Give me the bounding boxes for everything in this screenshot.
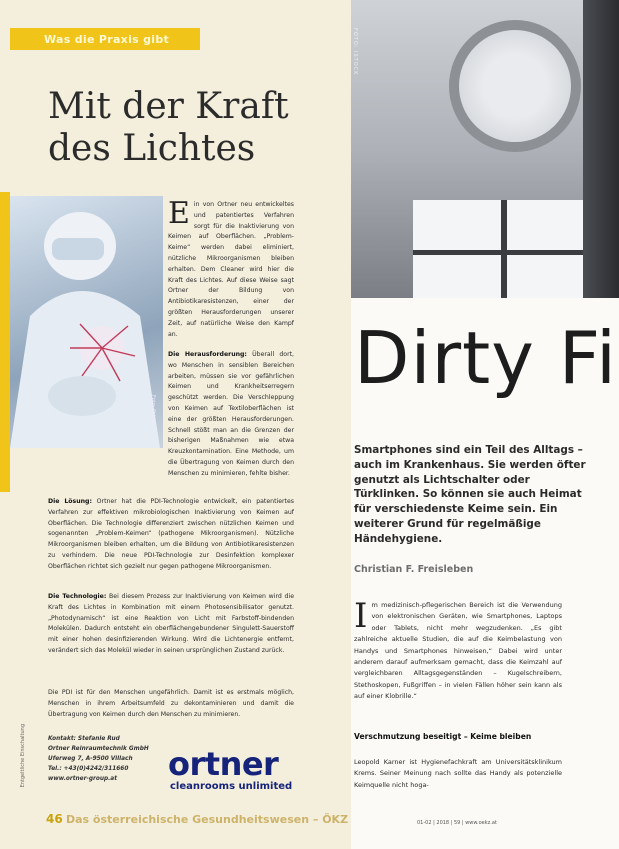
solution-text: Ortner hat die PDI-Technologie entwickelt, ein patentiertes Verfahren zur effektiven mikrobiologischen Inaktivierung von Keimen auf Oberflächen. Die Technologie differenziert zwischen nützlichen Keimen und sogenannten „Problem-Keimen“ (pathogene Mikroorganismen). Nützliche Mikroorganismen bleiben erhalten, um die Bildung von Antibiotikaresistenzen zu verhindern. Die neue PDI-Technologie zur Desinfektion komplexer Oberflächen richtet sich gezielt nur gegen pathogene Mikroorganismen. bbox=[48, 498, 295, 570]
ortner-logo: ortner bbox=[168, 745, 279, 783]
closing-text: Die PDI ist für den Menschen ungefährlich. Damit ist es erstmals möglich, Menschen in ihrem Arbeitsumfeld zu dekontaminieren und damit die Übertragung von Keimen durch den Menschen zu minimieren. bbox=[48, 689, 294, 718]
challenge-paragraph bbox=[168, 350, 294, 480]
headline bbox=[48, 86, 338, 170]
right-photo-credit: FOTO: ISTOCK bbox=[352, 28, 358, 76]
headline-line-2: des Lichtes bbox=[48, 128, 256, 169]
photo-credit: Foto: Ortner bbox=[150, 395, 156, 426]
dropcap: E bbox=[168, 196, 190, 231]
right-footer: 01-02 | 2018 | 59 | www.oekz.at bbox=[417, 820, 497, 826]
window-mullion bbox=[501, 200, 507, 298]
contact-block bbox=[48, 734, 158, 784]
article-author: Christian F. Freisleben bbox=[354, 564, 474, 575]
article-subhead: Verschmutzung beseitigt – Keime bleiben bbox=[354, 732, 532, 741]
solution-paragraph bbox=[48, 497, 294, 573]
section-label: Was die Praxis gibt bbox=[44, 33, 170, 46]
article-dropcap: I bbox=[354, 596, 368, 636]
cleanroom-worker-illustration bbox=[10, 196, 163, 448]
challenge-text: Überall dort, wo Menschen in sensiblen Bereichen arbeiten, müssen sie vor gefährlichen Keimen und Krankheitserregern geschützt werden. Die Verschleppung von Keimen auf Textiloberflächen ist eine der größten Herausforderungen. Schnell stößt man an die Grenzen der bisherigen Maßnahmen wie etwa Kreuzkontamination. Eine Methode, um die Übertragung von Keimen durch den Menschen zu minimieren, fehlte bisher. bbox=[168, 351, 295, 477]
article-body-2: Leopold Karner ist Hygienefachkraft am Universitätsklinikum Krems. Seiner Meinung nach sollte das Handy als potenzielle Keimquelle nicht hoga- bbox=[354, 758, 562, 789]
challenge-heading: Die Herausforderung: bbox=[168, 351, 247, 358]
ortner-logo-tagline: cleanrooms unlimited bbox=[170, 781, 293, 792]
intro-paragraph bbox=[168, 196, 294, 340]
technology-heading: Die Technologie: bbox=[48, 593, 107, 600]
page-number: 46 bbox=[46, 812, 63, 826]
right-page bbox=[351, 0, 619, 849]
technology-text: Bei diesem Prozess zur Inaktivierung von Keimen wird die Kraft des Lichtes in Kombination mit einem Photosensibilisator genutzt. „Photodynamisch“ ist eine Reaktion von Licht mit Farbstoff-bindenden Molekülen. Dadurch entsteht ein oberflächengebundener Singulett-Sauerstoff mit einer hohen desinfizierenden Wirkung. Wird die Lichtenergie entfernt, verändert sich das Molekül wieder in seinen ursprünglichen Zustand zurück. bbox=[48, 593, 295, 654]
article-body-text: m medizinisch-pflegerischen Bereich ist die Verwendung von elektronischen Geräten, wie Smartphones, Laptops oder Tablets, nicht mehr wegzudenken. „Es gibt zahlreiche aktuelle Studien, die auf die Keimbelastung von Handys und Smartphones hinweisen,“ Dabei wird unter anderem darauf aufmerksam gemacht, dass die Keimzahl auf vergleichbaren Alltagsgegenständen – Kugelschreibern, Stethoskopen, Fußgriffen – in vielen Fällen höher sein kann als auf einer Klobrille.“ bbox=[354, 601, 562, 701]
contact-phone: Tel.: +43(0)4242/311660 bbox=[48, 766, 129, 772]
article-body bbox=[354, 596, 562, 703]
cleanroom-photo bbox=[10, 196, 163, 448]
footer-title: Das österreichische Gesundheitswesen – ÖKZ bbox=[66, 813, 349, 826]
yellow-accent-band bbox=[0, 192, 10, 492]
contact-web: www.ortner-group.at bbox=[48, 776, 117, 782]
closing-paragraph bbox=[48, 688, 294, 720]
contact-street: Uferweg 7, A-9500 Villach bbox=[48, 756, 133, 762]
technology-paragraph bbox=[48, 592, 294, 657]
hospital-photo bbox=[351, 0, 619, 298]
intro-text: in von Ortner neu entwickeltes und patentiertes Verfahren sorgt für die Inaktivierung von Keimen auf Oberflächen. „Problem-Keime“ werden dabei eliminiert, nützliche Mikroorganismen bleiben erhalten. Dem Cleaner wird hier die Kraft des Lichtes. Auf diese Weise sagt Ortner der Bildung von Antibiotikaresistenzen, einer der größten Herausforderungen unserer Zeit, auf natürliche Weise den Kampf an. bbox=[168, 201, 294, 338]
contact-company: Ortner Reinraumtechnik GmbH bbox=[48, 746, 149, 752]
wall-clock bbox=[449, 20, 581, 152]
side-credit: Entgeltliche Einschaltung bbox=[20, 724, 26, 788]
article-title: Dirty Fi bbox=[354, 316, 617, 400]
shadow-edge bbox=[583, 0, 619, 298]
contact-label: Kontakt: Stefanie Rud bbox=[48, 736, 120, 742]
headline-line-1: Mit der Kraft bbox=[48, 86, 289, 127]
solution-heading: Die Lösung: bbox=[48, 498, 92, 505]
article-lead: Smartphones sind ein Teil des Alltags – auch im Krankenhaus. Sie werden öfter genutzt als Lichtschalter oder Türklinken. So können sie auch Heimat für verschiedenste Keime sein. Ein weiterer Grund für regelmäßige Händehygiene. bbox=[354, 444, 586, 545]
